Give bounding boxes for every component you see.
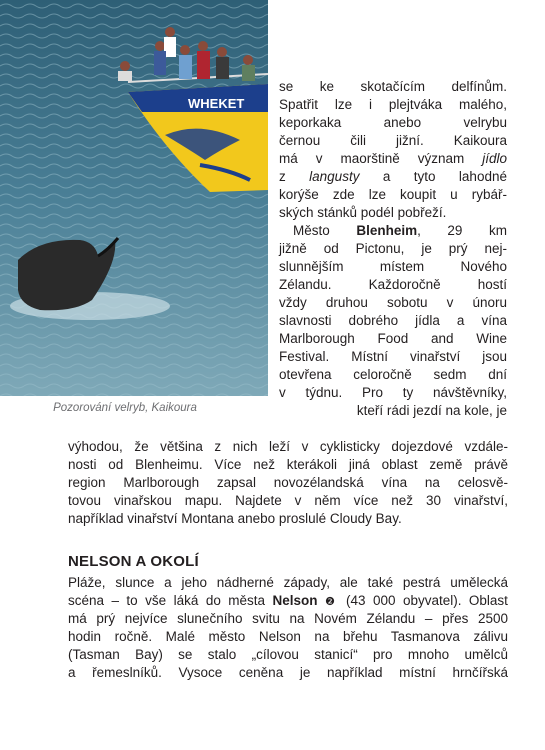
text-line: Pláže, slunce a jeho nádherné západy, ale také pestrá umělecká xyxy=(68,575,508,590)
section-heading: NELSON A OKOLÍ xyxy=(68,553,199,570)
full-width-paragraph xyxy=(68,438,508,528)
text-line: a řemeslníků. Vysoce ceněna je například místní hrnčířská xyxy=(68,665,508,680)
text-line: (Tasman Bay) se stalo „cílovou stanicí“ pro mnoho umělců xyxy=(68,647,508,662)
text-line: jižně od Pictonu, je prý nej- xyxy=(279,241,507,256)
text-line: černou čili jižní. Kaikoura xyxy=(279,133,507,148)
italic-word: jídlo xyxy=(482,151,507,166)
text-line: keporkaka anebo velrybu xyxy=(279,115,507,130)
boat-name: WHEKET xyxy=(188,96,245,111)
text-line: vždy druhou sobotu v únoru xyxy=(279,295,507,310)
photo-illustration xyxy=(0,0,268,396)
photo-caption: Pozorování velryb, Kaikoura xyxy=(53,402,197,414)
text-line: hodin ročně. Malé město Nelson na břehu Tasmanova zálivu xyxy=(68,629,508,644)
text-line: má prý nejvíce slunečního svitu na Novém Zélandu – přes 2500 xyxy=(68,611,508,626)
text-line: korýše zde lze koupit u rybář- xyxy=(279,187,507,202)
text-line: slavnosti dobrého jídla a vína xyxy=(279,313,507,328)
text-line: výhodou, že většina z nich leží v cyklisticky dojezdové vzdále- xyxy=(68,439,508,454)
text-line: má v maorštině význam jídlo xyxy=(279,151,507,166)
bold-place-name: Blenheim xyxy=(356,223,418,238)
text-line: Spatřit lze i plejtváka malého, xyxy=(279,97,507,112)
bold-place-name: Nelson xyxy=(272,593,318,608)
text-line: nosti od Blenheimu. Více než kterákoli jiná oblast země právě xyxy=(68,457,508,472)
right-column-text xyxy=(279,78,507,420)
text-line: slunnějším místem Nového xyxy=(279,259,507,274)
text-line: scéna – to vše láká do města Nelson ❷ (43 000 obyvatel). Oblast xyxy=(68,593,508,608)
text-line: se ke skotačícím delfínům. xyxy=(279,79,507,94)
text-line: například vinařství Montana anebo proslulé Cloudy Bay. xyxy=(68,511,402,526)
text-line: Festival. Místní vinařství jsou xyxy=(279,349,507,364)
text-line: region Marlborough zapsal novozélandská vína na celosvě- xyxy=(68,475,508,490)
text-line: Marlborough Food and Wine xyxy=(279,331,507,346)
text-line: v týdnu. Pro ty návštěvníky, xyxy=(279,385,507,400)
text-line: Zélandu. Každoročně hostí xyxy=(279,277,507,292)
whale-watching-photo xyxy=(0,0,268,396)
text-line: z langusty a tyto lahodné xyxy=(279,169,507,184)
text-line: Město Blenheim, 29 km xyxy=(293,223,507,238)
text-line: tovou vinařskou mapu. Najdete v něm více než 30 vinařství, xyxy=(68,493,508,508)
section-paragraph xyxy=(68,574,508,682)
italic-word: langusty xyxy=(309,169,360,184)
map-marker-icon: ❷ xyxy=(324,596,339,608)
text-line: ských stánků podél pobřeží. xyxy=(279,205,447,220)
text-line: otevřena celoročně sedm dní xyxy=(279,367,507,382)
text-line: kteří rádi jezdí na kole, je xyxy=(356,403,507,418)
